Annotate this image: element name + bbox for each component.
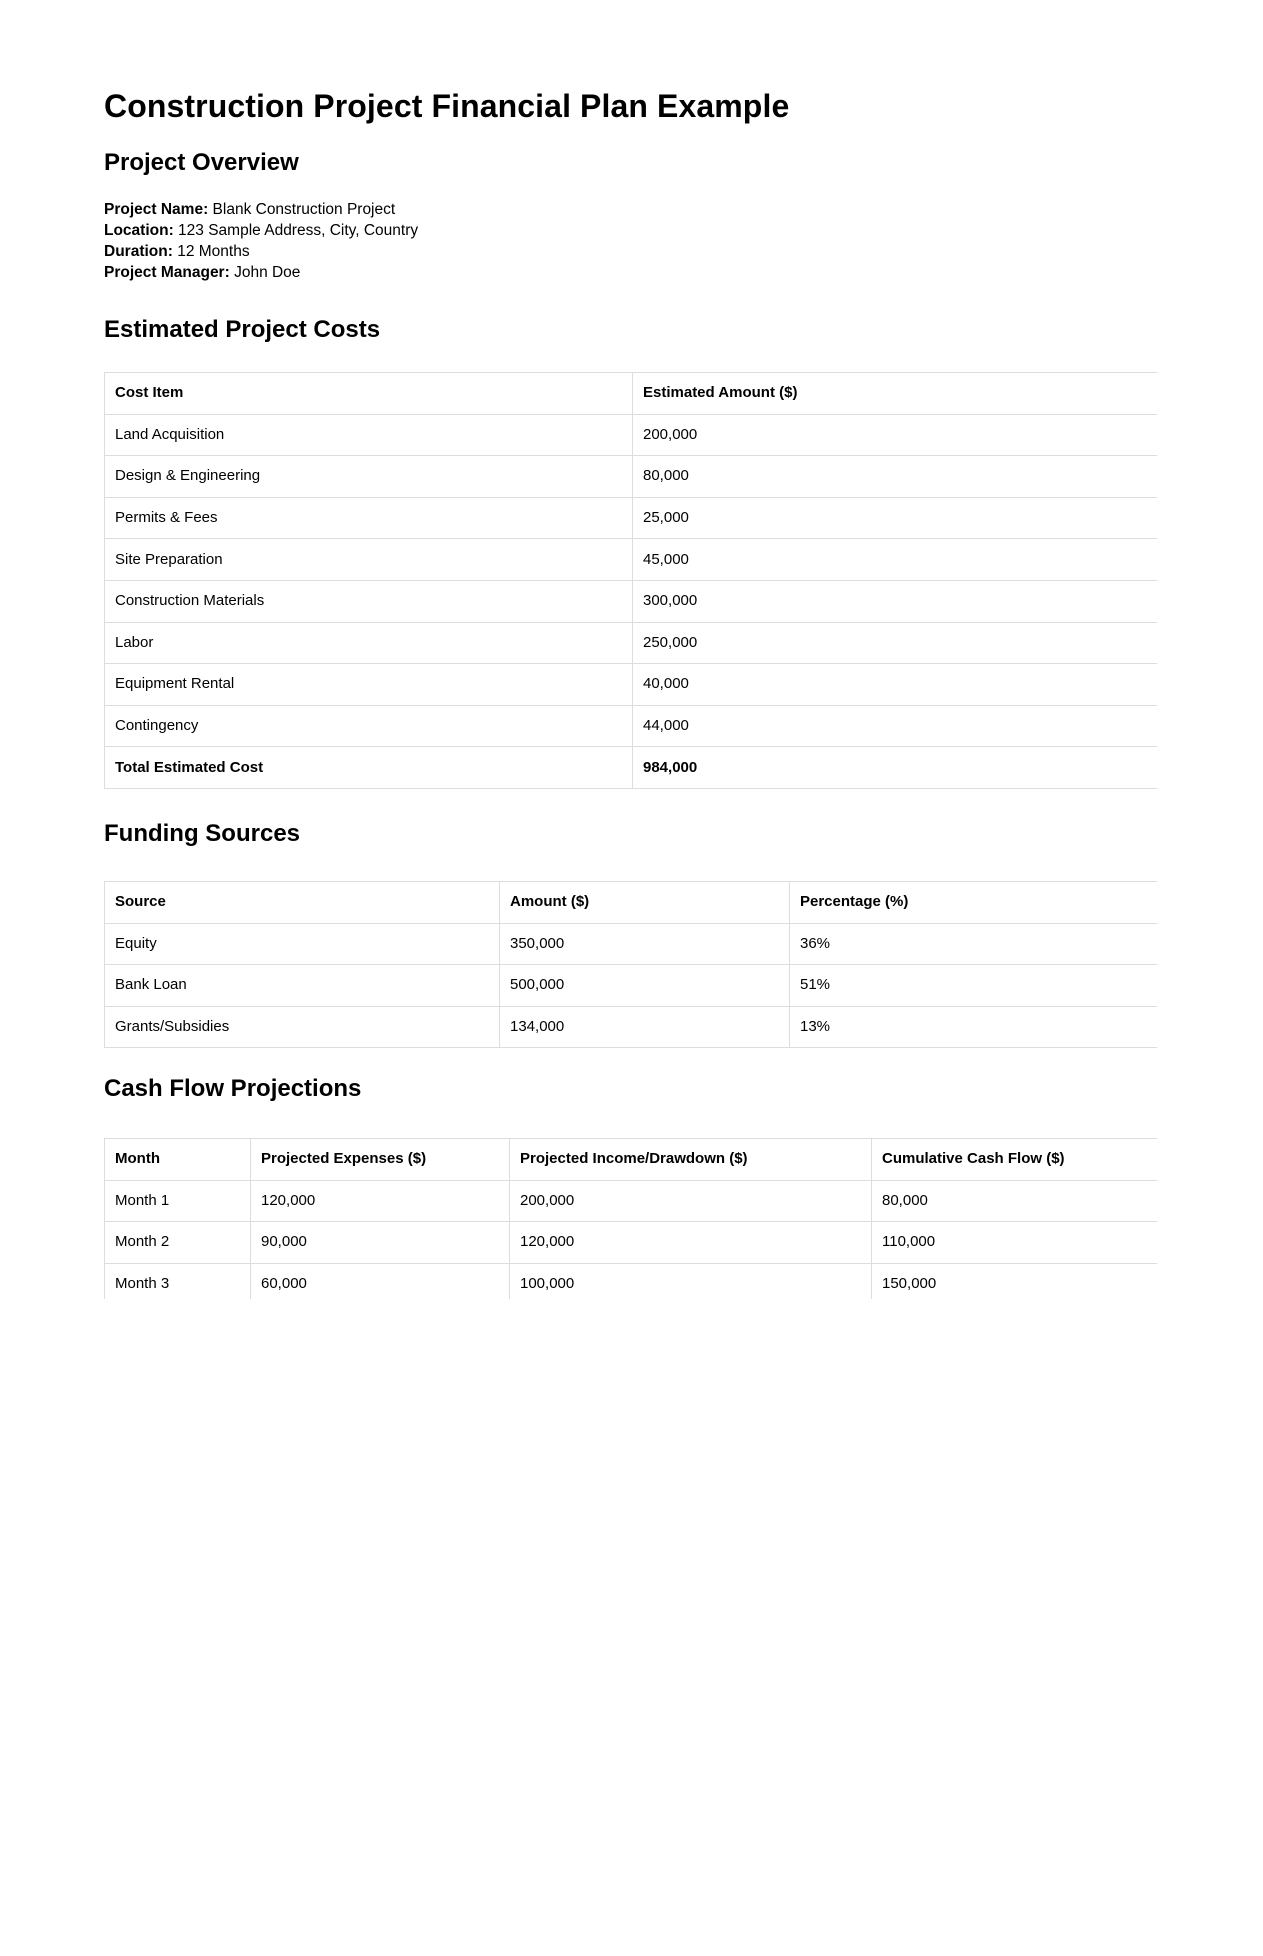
table-header-row — [105, 1139, 1158, 1181]
field-value: John Doe — [229, 264, 301, 281]
table-cell: Month 1 — [105, 1180, 251, 1222]
table-row — [105, 622, 1158, 664]
table-cell: Month 3 — [105, 1263, 251, 1299]
table-cell: Grants/Subsidies — [105, 1006, 500, 1048]
table-row — [105, 414, 1158, 456]
overview-location — [104, 220, 418, 241]
estimated-costs-table — [104, 372, 1157, 789]
section-heading-estimated-costs: Estimated Project Costs — [104, 316, 381, 343]
column-header: Projected Expenses ($) — [251, 1139, 510, 1181]
table-cell: 120,000 — [510, 1222, 872, 1264]
table-cell: 60,000 — [251, 1263, 510, 1299]
column-header: Month — [105, 1139, 251, 1181]
table-cell: Month 2 — [105, 1222, 251, 1264]
table-cell: Construction Materials — [105, 580, 633, 622]
table-row — [105, 664, 1158, 706]
table-header-row — [105, 882, 1158, 924]
table-cell: 120,000 — [251, 1180, 510, 1222]
table-row — [105, 1180, 1158, 1222]
table-cell: Equity — [105, 923, 500, 965]
table-cell: 51% — [790, 965, 1158, 1007]
overview-project-name — [104, 199, 418, 220]
table-row — [105, 1006, 1158, 1048]
total-label: Total Estimated Cost — [105, 747, 633, 789]
table-cell: 13% — [790, 1006, 1158, 1048]
table-row — [105, 1222, 1158, 1264]
section-heading-project-overview: Project Overview — [104, 149, 299, 176]
table-cell: 200,000 — [633, 414, 1158, 456]
document-page — [104, 0, 1157, 1299]
table-row — [105, 539, 1158, 581]
table-cell: 200,000 — [510, 1180, 872, 1222]
column-header: Cumulative Cash Flow ($) — [872, 1139, 1158, 1181]
table-cell: 36% — [790, 923, 1158, 965]
column-header: Cost Item — [105, 373, 633, 415]
table-cell: 500,000 — [500, 965, 790, 1007]
column-header: Source — [105, 882, 500, 924]
cash-flow-table — [104, 1138, 1157, 1299]
section-heading-funding-sources: Funding Sources — [104, 820, 301, 847]
table-cell: 250,000 — [633, 622, 1158, 664]
project-overview-details — [104, 199, 418, 283]
table-row — [105, 705, 1158, 747]
table-cell: Contingency — [105, 705, 633, 747]
table-cell: Bank Loan — [105, 965, 500, 1007]
total-row — [105, 747, 1158, 789]
table-cell: 44,000 — [633, 705, 1158, 747]
table-row — [105, 965, 1158, 1007]
overview-duration — [104, 241, 418, 262]
field-label: Location: — [104, 222, 174, 239]
section-heading-cash-flow: Cash Flow Projections — [104, 1075, 362, 1102]
page-title: Construction Project Financial Plan Example — [104, 88, 790, 124]
table-cell: 100,000 — [510, 1263, 872, 1299]
table-cell: Labor — [105, 622, 633, 664]
table-cell: 90,000 — [251, 1222, 510, 1264]
column-header: Amount ($) — [500, 882, 790, 924]
table-cell: 150,000 — [872, 1263, 1158, 1299]
table-cell: 40,000 — [633, 664, 1158, 706]
table-row — [105, 456, 1158, 498]
column-header: Estimated Amount ($) — [633, 373, 1158, 415]
table-cell: Land Acquisition — [105, 414, 633, 456]
table-header-row — [105, 373, 1158, 415]
field-label: Duration: — [104, 243, 173, 260]
table-cell: 45,000 — [633, 539, 1158, 581]
table-cell: 80,000 — [633, 456, 1158, 498]
column-header: Percentage (%) — [790, 882, 1158, 924]
table-cell: 300,000 — [633, 580, 1158, 622]
funding-sources-table — [104, 881, 1157, 1048]
field-value: Blank Construction Project — [208, 201, 396, 218]
table-cell: 25,000 — [633, 497, 1158, 539]
table-cell: Site Preparation — [105, 539, 633, 581]
table-cell: Design & Engineering — [105, 456, 633, 498]
field-value: 12 Months — [172, 243, 250, 260]
table-row — [105, 580, 1158, 622]
table-cell: 350,000 — [500, 923, 790, 965]
field-label: Project Manager: — [104, 264, 230, 281]
total-value: 984,000 — [633, 747, 1158, 789]
field-value: 123 Sample Address, City, Country — [173, 222, 419, 239]
table-cell: 134,000 — [500, 1006, 790, 1048]
table-cell: 80,000 — [872, 1180, 1158, 1222]
table-cell: 110,000 — [872, 1222, 1158, 1264]
overview-project-manager — [104, 262, 418, 283]
field-label: Project Name: — [104, 201, 209, 218]
table-cell: Permits & Fees — [105, 497, 633, 539]
table-row — [105, 923, 1158, 965]
table-cell: Equipment Rental — [105, 664, 633, 706]
column-header: Projected Income/Drawdown ($) — [510, 1139, 872, 1181]
table-row — [105, 497, 1158, 539]
table-row — [105, 1263, 1158, 1299]
